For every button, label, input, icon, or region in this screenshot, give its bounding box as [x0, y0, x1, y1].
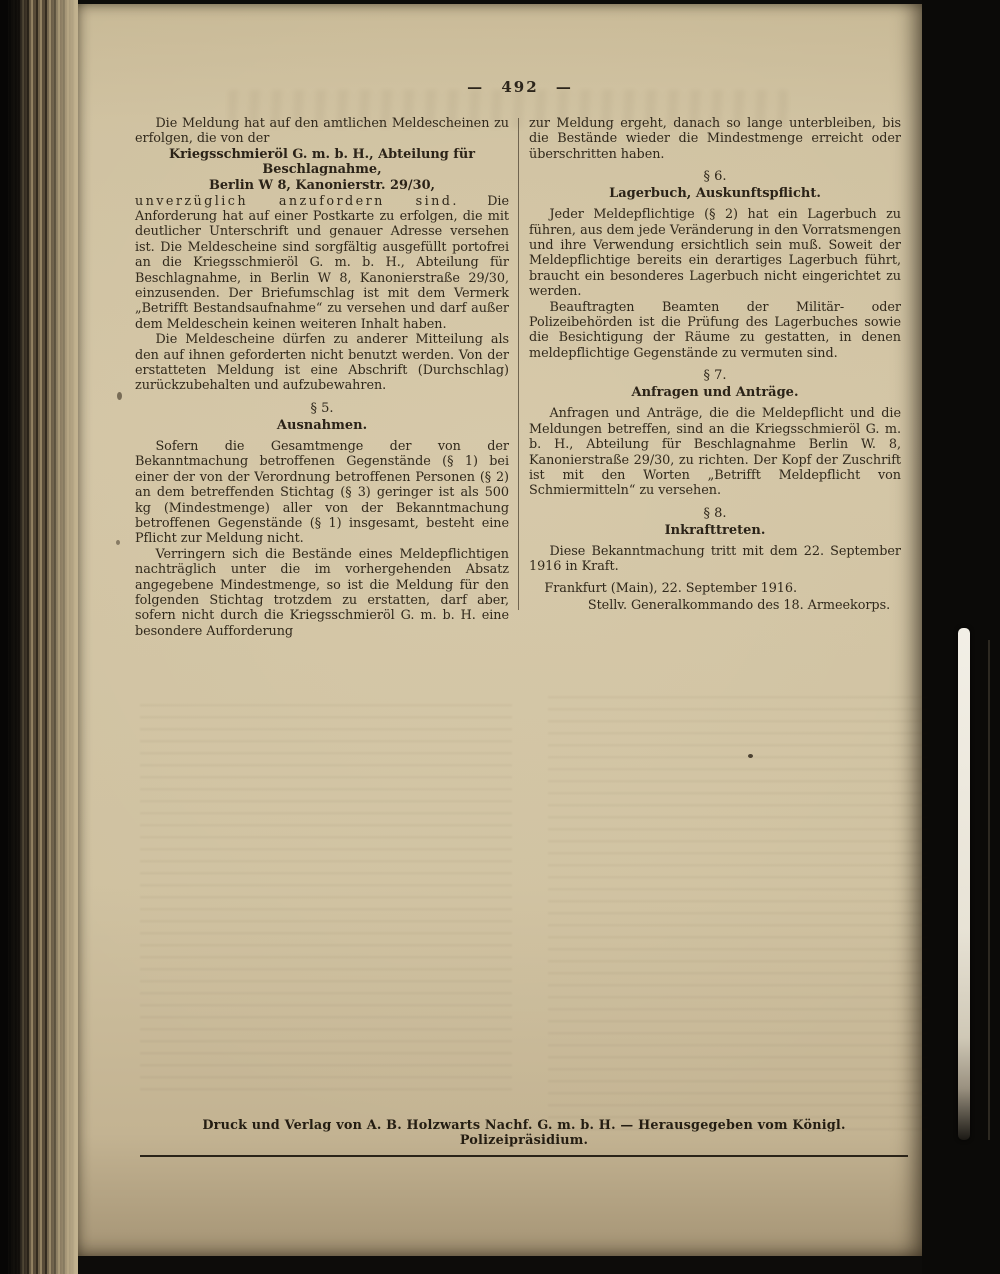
column-divider [518, 118, 519, 610]
paragraph: Sofern die Gesamtmenge der von der Bekanntmachung betroffenen Gegenstände (§ 1) bei einer der von der Verordnung betroffenen Personen (§ 2) an dem betreffenden Stichtag (§ 3) geringer ist als 500 kg (Mindestmenge) aller von der Bekanntmachung betroffenen Gegenstände (§ 1) insgesamt, besteht eine Pflicht zur Meldung nicht. [135, 438, 509, 547]
dateline: Frankfurt (Main), 22. September 1916. [544, 580, 798, 596]
ink-speck [117, 392, 122, 400]
ink-speck [748, 754, 753, 758]
ink-speck [116, 540, 120, 545]
right-column [529, 116, 901, 639]
paragraph: Verringern sich die Bestände eines Meldepflichtigen nachträglich unter die im vorhergehenden Absatz angegebene Mindestmenge, so ist die Meldung für den folgenden Stichtag trotzdem zu erstatten, darf aber, sofern nicht durch die Kriegsschmieröl G. m. b. H. eine besondere Aufforderung [135, 546, 509, 639]
address-line: Berlin W 8, Kanonierstr. 29/30, [208, 178, 436, 193]
section-subheading: Ausnahmen. [276, 417, 368, 433]
paragraph: Beauftragten Beamten der Militär- oder Polizeibehörden ist die Prüfung des Lagerbuches sowie die Besichtigung der Räume zu gestatten, in denen meldepflichtige Gegenstände zu vermuten sind. [529, 299, 901, 361]
letterspaced-text: unverzüglich anzufordern sind. [135, 193, 459, 209]
section-heading: § 6. [703, 169, 727, 185]
paragraph: Anfragen und Anträge, die die Meldepflicht und die Meldungen betreffen, sind an die Kriegsschmieröl G. m. b. H., Abteilung für Beschlagnahme Berlin W. 8, Kanonierstraße 29/30, zu richten. Der Kopf der Zuschrift ist mit den Worten „Betrifft Meldepflicht von Schmiermitteln“ zu versehen. [529, 406, 901, 499]
paragraph-text: Die Anforderung hat auf einer Postkarte zu erfolgen, die mit deutlicher Unterschrift und genauer Adresse versehen ist. Die Meldescheine sind sorgfältig ausgefüllt portofrei an die Kriegsschmieröl G. m. b. H., Abteilung für Beschlagnahme, in Berlin W 8, Kanonierstraße 29/30, einzusenden. Der Briefumschlag ist mit dem Vermerk „Betrifft Bestandsaufnahme“ zu versehen und darf außer dem Meldeschein keinen weiteren Inhalt haben. [135, 193, 510, 332]
paragraph: Diese Bekanntmachung tritt mit dem 22. September 1916 in Kraft. [529, 543, 901, 575]
spine-line [988, 640, 990, 1140]
paragraph: zur Meldung ergeht, danach so lange unterbleiben, bis die Bestände wieder die Mindestmenge erreicht oder überschritten haben. [529, 116, 901, 162]
imprint-line: Druck und Verlag von A. B. Holzwarts Nachf. G. m. b. H. — Herausgegeben vom Königl. Polizeipräsidium. [140, 1118, 908, 1157]
paragraph: Die Meldescheine dürfen zu anderer Mitteilung als den auf ihnen geforderten nicht benutzt werden. Von der erstatteten Meldung ist eine Abschrift (Durchschlag) zurückzubehalten und aufzubewahren. [135, 332, 509, 394]
section-subheading: Lagerbuch, Auskunftspflicht. [609, 186, 821, 202]
paragraph: Die Meldung hat auf den amtlichen Meldescheinen zu erfolgen, die von der [135, 116, 509, 147]
printed-content [135, 4, 905, 639]
bleed-through-right [548, 696, 928, 1136]
bleed-through-left [140, 704, 512, 1094]
address-line: Kriegsschmieröl G. m. b. H., Abteilung für Beschlagnahme, [168, 146, 476, 178]
page-number: — 492 — [467, 78, 573, 96]
signature-line: Stellv. Generalkommando des 18. Armeekorps. [587, 597, 891, 613]
section-heading: § 8. [703, 505, 727, 521]
two-column-layout [135, 116, 905, 639]
page [78, 4, 922, 1256]
section-subheading: Anfragen und Anträge. [631, 385, 799, 401]
book-page-edges-left [0, 0, 78, 1274]
section-heading: § 5. [310, 400, 334, 416]
paragraph: Jeder Meldepflichtige (§ 2) hat ein Lagerbuch zu führen, aus dem jede Veränderung in den Vorratsmengen und ihre Verwendung ersichtlich sein muß. Soweit der Meldepflichtige bereits ein derartiges Lagerbuch führt, braucht ein besonderes Lagerbuch nicht eingerichtet zu werden. [529, 207, 901, 300]
paragraph [135, 194, 509, 333]
section-subheading: Inkrafttreten. [664, 522, 766, 538]
left-column [135, 116, 509, 639]
section-heading: § 7. [703, 368, 727, 384]
page-marker-strip [958, 628, 970, 1140]
